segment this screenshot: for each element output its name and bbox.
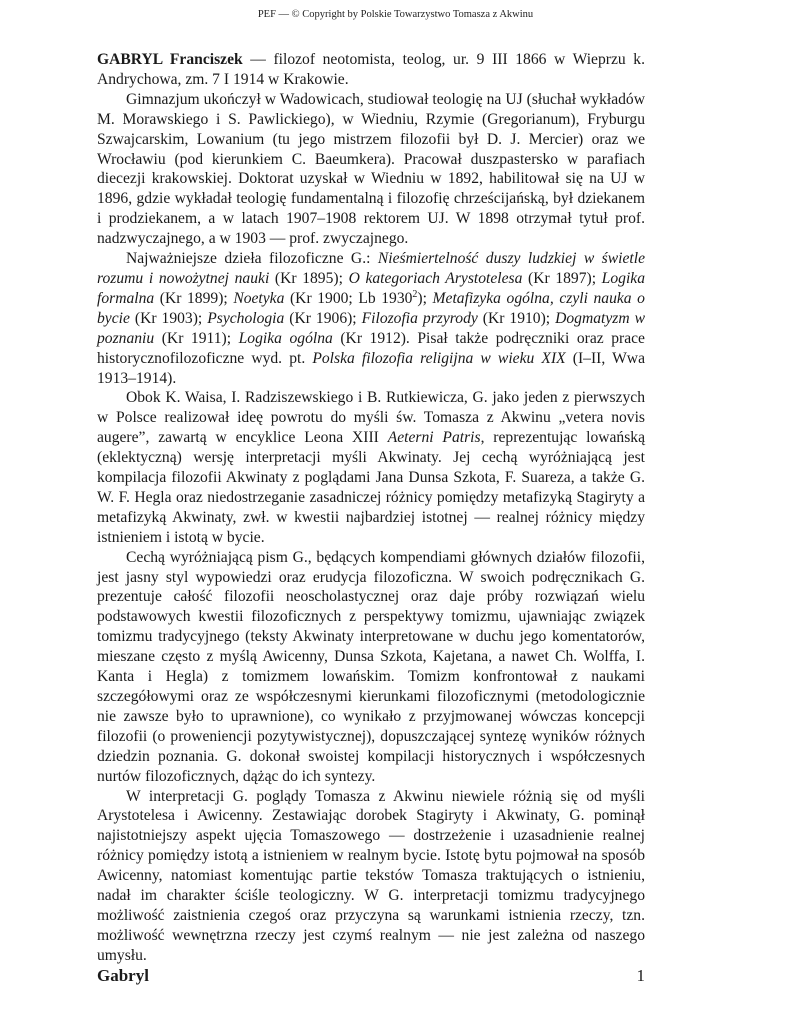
work-publication: (I–II, Wwa 1913–1914). xyxy=(97,349,645,387)
work-publication: (Kr 1906); xyxy=(284,309,362,327)
work-publication: (Kr 1910); xyxy=(477,309,556,327)
edition-superscript: 2 xyxy=(412,288,418,300)
work-title: Logika formalna xyxy=(97,269,645,307)
work-title: Polska filozofia religijna w wieku XIX xyxy=(312,349,566,367)
works-lead: Najważniejsze dzieła filozoficzne G.: xyxy=(126,250,378,268)
biography-paragraph: Gimnazjum ukończył w Wadowicach, studiował teologię na UJ (słuchał wykładów M. Morawskiego i S. Pawlickiego), w Wiedniu, Rzymie (Gregorianum), Fryburgu Szwajcarskim, Lowanium (tu jego mistrzem filozofii był D. J. Mercier) oraz we Wrocławiu (pod kierunkiem C. Baeumkera). Pracował duszpastersko w parafiach diecezji krakowskiej. Doktorat uzyskał w Wiedniu w 1892, habilitował się na UJ w 1896, gdzie wykładał teologię fundamentalną i filozofię chrześcijańską, był dziekanem i prodziekanem, a w latach 1907–1908 rektorem UJ. W 1898 otrzymał tytuł prof. nadzwyczajnego, a w 1903 — prof. zwyczajnego. xyxy=(97,90,645,248)
work-publication: (Kr 1895); xyxy=(269,269,349,287)
writings-paragraph: Cechą wyróżniającą pism G., będących kompendiami głównych działów filozofii, jest jasny styl wypowiedzi oraz erudycja filozoficzna. W swoich podręcznikach G. prezentuje całość filozofii neoscholastycznej oraz daje próby rozwiązań wielu podstawowych kwestii filozoficznych z perspektywy tomizmu, ujawniając związek tomizmu tradycyjnego (teksty Akwinaty interpretowane w duchu jego komentatorów, mieszane często z myślą Awicenny, Dunsa Szkota, Kajetana, a nawet Ch. Wolffa, I. Kanta i Hegla) z tomizmem lowańskim. Tomizm konfrontował z naukami szczegółowymi oraz ze współczesnymi kierunkami filozoficznymi (metodologicznie nie zawsze było to uprawnione), co wynikało z przyjmowanej wówczas koncepcji filozofii (o proweniencji pozytywistycznej), dopuszczającej syntezę wyników różnych dziedzin poznania. G. dokonał swoistej kompilacji historycznych i współczesnych nurtów filozoficznych, dążąc do ich syntezy. xyxy=(97,548,645,785)
work-title: Dogmatyzm w poznaniu xyxy=(97,309,645,347)
work-title: Noetyka xyxy=(233,289,285,307)
works-paragraph xyxy=(97,249,645,388)
work-publication: (Kr 1903); xyxy=(129,309,208,327)
entry-headword: GABRYL Franciszek xyxy=(97,51,243,68)
copyright-header: PEF — © Copyright by Polskie Towarzystwo Tomasza z Akwinu xyxy=(257,9,534,20)
work-title: O kategoriach Arystotelesa xyxy=(348,269,523,287)
paragraph-text: , reprezentując lowańską (eklektyczną) wersję interpretacji myśli Akwinaty. Jej cechą wyróżniającą jest kompilacja filozofii Akwinaty z poglądami Jana Dunsa Szkota, F. Suareza, a także G. W. F. Hegla oraz niedostrzeganie zasadniczej różnicy pomiędzy metafizyką Stagiryty a metafizyką Akwinaty, zwł. w kwestii najbardziej istotnej — realnej różnicy między istnieniem i istotą w bycie. xyxy=(97,429,646,546)
work-title: Nieśmiertelność duszy ludzkiej w świetle rozumu i nowożytnej nauki xyxy=(97,250,645,287)
work-title: Filozofia przyrody xyxy=(361,309,478,327)
encyclical-title: Aeterni Patris xyxy=(387,429,481,447)
work-publication: (Kr 1899); xyxy=(154,289,234,307)
work-title: Psychologia xyxy=(207,309,285,327)
paragraph-text: Obok K. Waisa, I. Radziszewskiego i B. Rutkiewicza, G. jako jeden z pierwszych w Polsce realizował ideę powrotu do myśli św. Tomasza z Akwinu „vetera novis augere”, zawartą w encyklice Leona XIII xyxy=(97,389,645,447)
page-number: 1 xyxy=(636,966,645,985)
work-publication: (Kr 1912). Pisał także podręczniki oraz prace historycznofilozoficzne wyd. pt. xyxy=(97,329,645,367)
interpretation-paragraph: W interpretacji G. poglądy Tomasza z Akwinu niewiele różnią się od myśli Arystotelesa i Awicenny. Zestawiając dorobek Stagiryty i Akwinaty, G. pominął najistotniejszy aspekt ujęcia Tomaszowego — dostrzeżenie i uzasadnienie realnej różnicy pomiędzy istotą a istnieniem w realnym bycie. Istotę bytu pojmował na sposób Awicenny, natomiast komentując partie tekstów Tomasza traktujących o istnieniu, nadał im charakter ściśle teologiczny. W G. interpretacji tomizmu tradycyjnego możliwość zaistnienia czegoś oraz przyczyna są warunkami istnienia rzeczy, tzn. możliwość wewnętrzna rzeczy jest czymś realnym — nie jest zależna od naszego umysłu. xyxy=(97,787,645,964)
work-publication: (Kr 1911); xyxy=(154,329,239,347)
entry-intro xyxy=(97,50,645,90)
work-title: Logika ogólna xyxy=(238,329,333,347)
running-title: Gabryl xyxy=(97,966,149,985)
thomism-paragraph xyxy=(97,388,645,547)
work-publication: (Kr 1897); xyxy=(522,269,602,287)
work-title: Metafizyka ogólna, czyli nauka o bycie xyxy=(97,289,645,327)
entry-intro-text: — filozof neotomista, teolog, ur. 9 III 1866 w Wieprzu k. Andrychowa, zm. 7 I 1914 w Krakowie. xyxy=(97,51,645,88)
work-publication: (Kr 1900; Lb 1930 xyxy=(284,289,413,307)
encyclopedia-entry xyxy=(97,50,645,966)
work-publication: ); xyxy=(417,289,433,307)
